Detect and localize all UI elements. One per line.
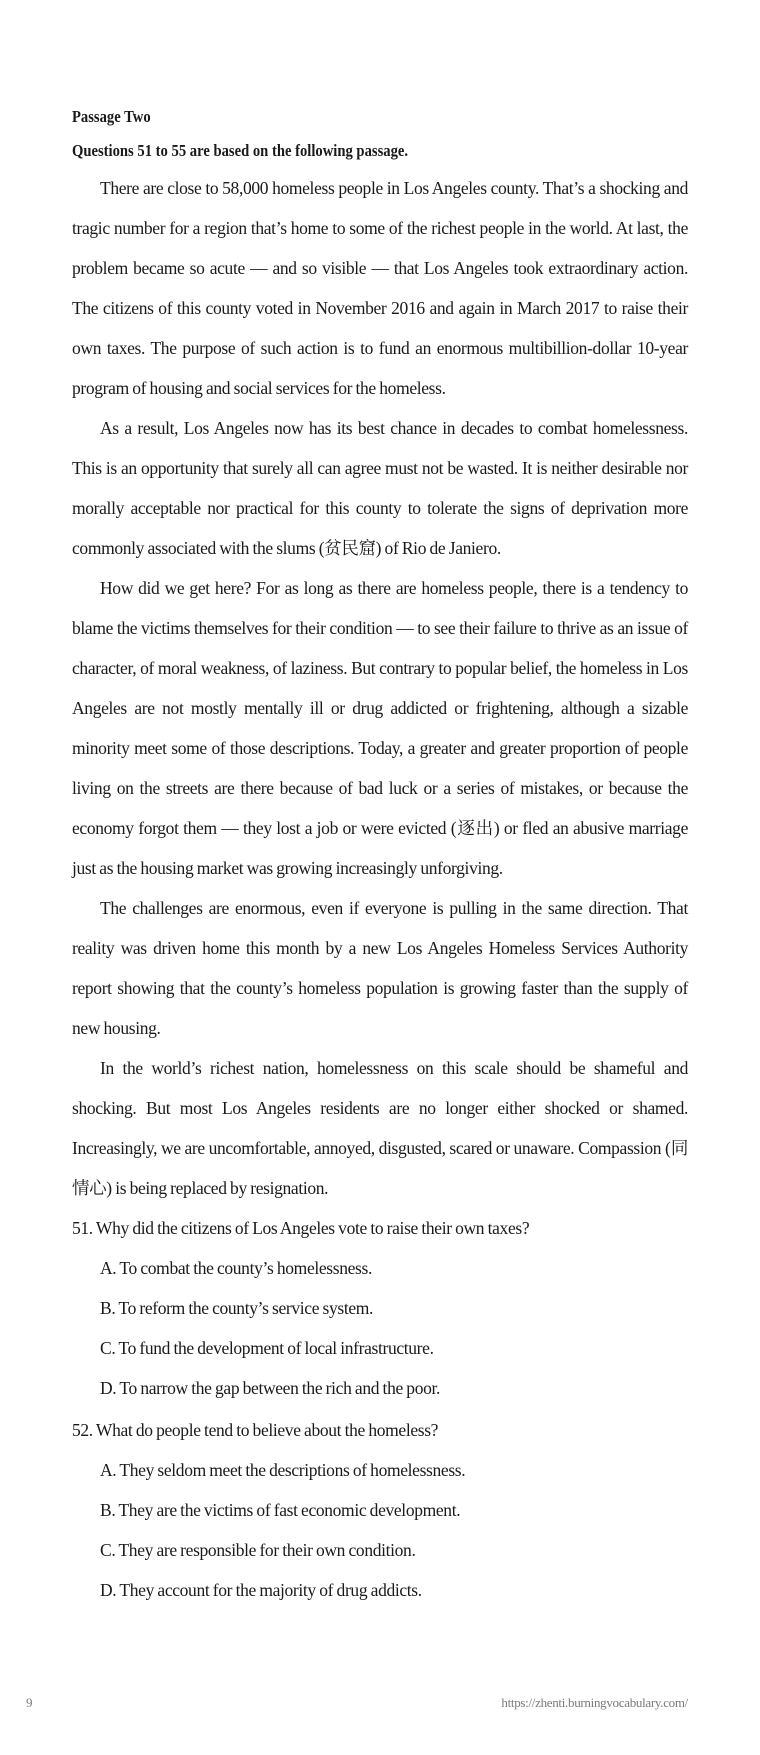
document-page	[72, 100, 688, 1610]
source-url[interactable]: https://zhenti.burningvocabulary.com/	[501, 1695, 688, 1710]
answer-option-d: D. They account for the majority of drug addicts.	[100, 1580, 422, 1600]
passage-paragraph-3: How did we get here? For as long as there are homeless people, there is a tendency to blame the victims themselves for their condition — to see their failure to thrive as an issue of character, of moral weakness, of laziness. But contrary to popular belief, the homeless in Los Angeles are not mostly mentally ill or drug addicted or frightening, although a sizable minority meet some of those descriptions. Today, a greater and greater proportion of people living on the streets are there because of bad luck or a series of mistakes, or because the economy forgot them — they lost a job or were evicted (逐出) or fled an abusive marriage just as the housing market was growing increasingly unforgiving.	[72, 578, 688, 878]
page-number: 9	[26, 1695, 33, 1710]
passage-paragraph-4: The challenges are enormous, even if everyone is pulling in the same direction. That reality was driven home this month by a new Los Angeles Homeless Services Authority report showing that the county’s homeless population is growing faster than the supply of new housing.	[72, 898, 688, 1038]
answer-option-a: A. To combat the county’s homelessness.	[100, 1258, 372, 1278]
passage-paragraph-5: In the world’s richest nation, homelessness on this scale should be shameful and shocking. But most Los Angeles residents are no longer either shocked or shamed. Increasingly, we are uncomfortable, annoyed, disgusted, scared or unaware. Compassion (同情心) is being replaced by resignation.	[72, 1058, 688, 1198]
question-51	[72, 1208, 688, 1408]
answer-option-b: B. To reform the county’s service system.	[100, 1298, 374, 1318]
passage-label: Passage Two	[72, 107, 151, 126]
answer-option-c: C. To fund the development of local infrastructure.	[100, 1338, 434, 1358]
answer-option-b: B. They are the victims of fast economic development.	[100, 1500, 461, 1520]
answer-option-c: C. They are responsible for their own condition.	[100, 1540, 416, 1560]
passage-instruction: Questions 51 to 55 are based on the following passage.	[72, 141, 409, 160]
answer-option-a: A. They seldom meet the descriptions of homelessness.	[100, 1460, 466, 1480]
question-stem: 52. What do people tend to believe about the homeless?	[72, 1420, 439, 1440]
question-52	[72, 1410, 688, 1610]
answer-option-d: D. To narrow the gap between the rich and the poor.	[100, 1378, 441, 1398]
passage-paragraph-1: There are close to 58,000 homeless people in Los Angeles county. That’s a shocking and tragic number for a region that’s home to some of the richest people in the world. At last, the problem became so acute — and so visible — that Los Angeles took extraordinary action. The citizens of this county voted in November 2016 and again in March 2017 to raise their own taxes. The purpose of such action is to fund an enormous multibillion-dollar 10-year program of housing and social services for the homeless.	[72, 178, 688, 398]
question-stem: 51. Why did the citizens of Los Angeles vote to raise their own taxes?	[72, 1218, 530, 1238]
passage-body	[72, 168, 688, 1208]
passage-paragraph-2: As a result, Los Angeles now has its best chance in decades to combat homelessness. This is an opportunity that surely all can agree must not be wasted. It is neither desirable nor morally acceptable nor practical for this county to tolerate the signs of deprivation more commonly associated with the slums (贫民窟) of Rio de Janiero.	[72, 418, 688, 558]
